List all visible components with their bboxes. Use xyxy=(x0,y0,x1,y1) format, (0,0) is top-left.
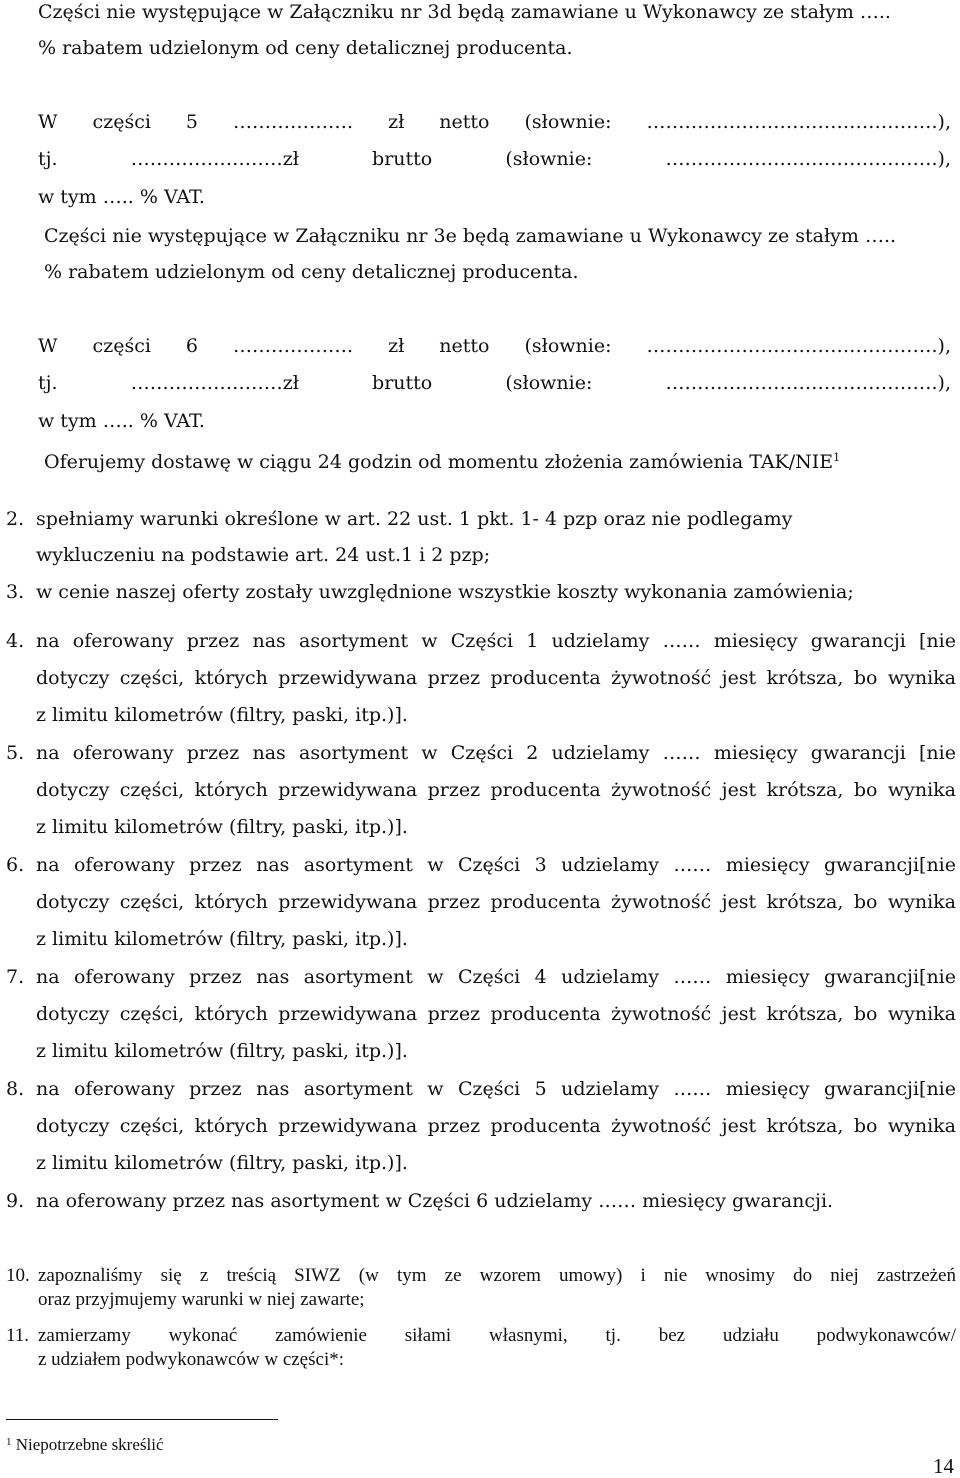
item-11-line-1: zamierzamy wykonać zamówienie siłami własnymi, tj. bez udziału podwykonawców/ xyxy=(38,1325,956,1346)
item-8-line-3: z limitu kilometrów (filtry, paski, itp.)]. xyxy=(36,1152,408,1174)
item-4-line-1: na oferowany przez nas asortyment w Części 1 udzielamy …… miesięcy gwarancji [nie xyxy=(36,630,956,652)
item-3-line-1: w cenie naszej oferty zostały uwzględnione wszystkie koszty wykonania zamówienia; xyxy=(36,581,854,603)
footnote-text: Niepotrzebne skreślić xyxy=(15,1435,164,1454)
item-10-number: 10. xyxy=(6,1265,30,1286)
part6-vat: w tym ….. % VAT. xyxy=(38,410,205,432)
part6-delivery-text: Oferujemy dostawę w ciągu 24 godzin od momentu złożenia zamówienia TAK/NIE xyxy=(44,451,834,473)
item-2-number: 2. xyxy=(6,508,25,530)
item-7-line-1: na oferowany przez nas asortyment w Części 4 udzielamy …… miesięcy gwarancji[nie xyxy=(36,966,956,988)
part5-vat: w tym ….. % VAT. xyxy=(38,186,205,208)
item-9-line-1: na oferowany przez nas asortyment w Części 6 udzielamy …… miesięcy gwarancji. xyxy=(36,1190,834,1212)
page-number: 14 xyxy=(933,1454,954,1478)
item-7-number: 7. xyxy=(6,966,25,988)
item-5-line-2: dotyczy części, których przewidywana przez producenta żywotność jest krótsza, bo wynika xyxy=(36,779,956,801)
part6-delivery xyxy=(44,446,840,474)
item-4-number: 4. xyxy=(6,630,25,652)
footnote-mark: 1 xyxy=(6,1436,12,1448)
item-10-line-1: zapoznaliśmy się z treścią SIWZ (w tym ze wzorem umowy) i nie wnosimy do niej zastrzeżeń xyxy=(38,1265,956,1286)
part6-netto: W części 6 ………………. zł netto (słownie: ……………………………………….), xyxy=(38,335,951,357)
item-7-line-2: dotyczy części, których przewidywana przez producenta żywotność jest krótsza, bo wynika xyxy=(36,1003,956,1025)
item-4-line-3: z limitu kilometrów (filtry, paski, itp.)]. xyxy=(36,704,408,726)
item-11-line-2: z udziałem podwykonawców w części*: xyxy=(38,1349,345,1370)
part5-parts-line-1: Części nie występujące w Załączniku nr 3e będą zamawiane u Wykonawcy ze stałym ….. xyxy=(44,225,897,247)
item-6-line-2: dotyczy części, których przewidywana przez producenta żywotność jest krótsza, bo wynika xyxy=(36,891,956,913)
part5-netto: W części 5 ………………. zł netto (słownie: ……………………………………….), xyxy=(38,111,951,133)
item-5-number: 5. xyxy=(6,742,25,764)
item-8-line-1: na oferowany przez nas asortyment w Części 5 udzielamy …… miesięcy gwarancji[nie xyxy=(36,1078,956,1100)
item-3-number: 3. xyxy=(6,581,25,603)
item-8-number: 8. xyxy=(6,1078,25,1100)
item-4-line-2: dotyczy części, których przewidywana przez producenta żywotność jest krótsza, bo wynika xyxy=(36,667,956,689)
part5-parts-line-2: % rabatem udzielonym od ceny detalicznej producenta. xyxy=(44,261,579,283)
item-5-line-1: na oferowany przez nas asortyment w Części 2 udzielamy …… miesięcy gwarancji [nie xyxy=(36,742,956,764)
intro-line-1: Części nie występujące w Załączniku nr 3d będą zamawiane u Wykonawcy ze stałym ….. xyxy=(38,1,891,23)
item-7-line-3: z limitu kilometrów (filtry, paski, itp.)]. xyxy=(36,1040,408,1062)
intro-line-2: % rabatem udzielonym od ceny detalicznej producenta. xyxy=(38,37,573,59)
item-6-line-3: z limitu kilometrów (filtry, paski, itp.)]. xyxy=(36,928,408,950)
item-2-line-2: wykluczeniu na podstawie art. 24 ust.1 i 2 pzp; xyxy=(36,544,491,566)
item-6-number: 6. xyxy=(6,854,25,876)
footnote-divider xyxy=(6,1419,278,1420)
part6-brutto: tj. ……………………zł brutto (słownie: …………………………………….), xyxy=(38,372,951,394)
item-6-line-1: na oferowany przez nas asortyment w Części 3 udzielamy …… miesięcy gwarancji[nie xyxy=(36,854,956,876)
item-9-number: 9. xyxy=(6,1190,25,1212)
footnote xyxy=(6,1431,164,1456)
item-11-number: 11. xyxy=(6,1325,30,1346)
item-5-line-3: z limitu kilometrów (filtry, paski, itp.)]. xyxy=(36,816,408,838)
item-8-line-2: dotyczy części, których przewidywana przez producenta żywotność jest krótsza, bo wynika xyxy=(36,1115,956,1137)
part5-brutto: tj. ……………………zł brutto (słownie: …………………………………….), xyxy=(38,148,951,170)
item-10-line-2: oraz przyjmujemy warunki w niej zawarte; xyxy=(38,1289,365,1310)
item-2-line-1: spełniamy warunki określone w art. 22 ust. 1 pkt. 1- 4 pzp oraz nie podlegamy xyxy=(36,508,793,530)
footnote-reference: 1 xyxy=(833,451,841,464)
